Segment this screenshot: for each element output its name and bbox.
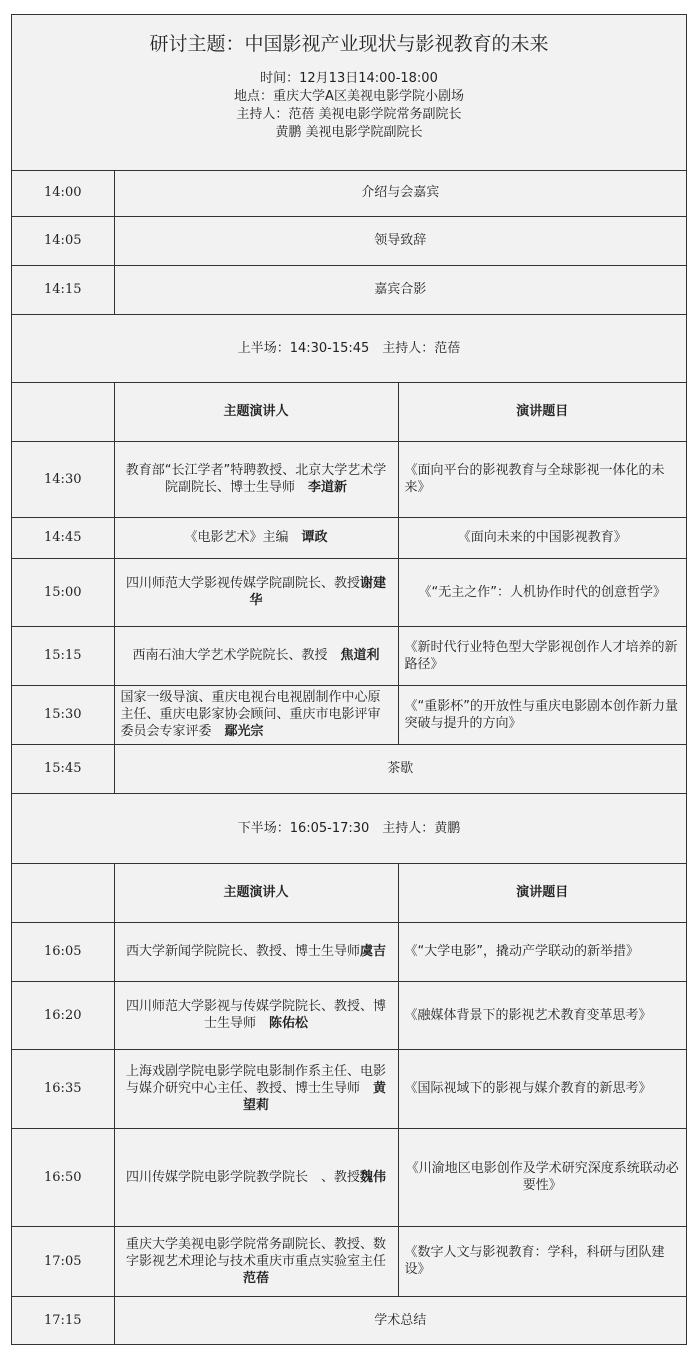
column-header-row [12, 863, 686, 922]
event-host-1: 主持人：范蓓 美视电影学院常务副院长 [236, 107, 462, 122]
speaker-cell [114, 517, 398, 558]
speaker-title: 西大学新闻学院院长、教授、博士生导师 [125, 944, 360, 959]
speaker-cell [114, 1226, 398, 1296]
event-cell: 嘉宾合影 [114, 265, 686, 314]
session-heading-row [12, 793, 686, 863]
speaker-name: 焦道利 [340, 648, 380, 663]
topic-cell: 《“大学电影”，撬动产学联动的新举措》 [398, 922, 686, 981]
speaker-cell [114, 441, 398, 517]
time-cell: 15:15 [12, 626, 114, 685]
topic-cell: 《新时代行业特色型大学影视创作人才培养的新路径》 [398, 626, 686, 685]
topic-column-header: 演讲题目 [398, 863, 686, 922]
speaker-title: 四川传媒学院电影学院教学院长 、教授 [125, 1169, 360, 1185]
speaker-name: 虞吉 [360, 944, 387, 959]
time-cell: 17:05 [12, 1226, 114, 1296]
closing-row [12, 1296, 686, 1344]
speaker-cell [114, 558, 398, 626]
closing-cell: 学术总结 [114, 1296, 686, 1344]
speaker-cell [114, 922, 398, 981]
schedule-row [12, 170, 686, 216]
topic-cell: 《“重影杯”的开放性与重庆电影剧本创作新力量突破与提升的方向》 [398, 685, 686, 744]
speaker-title: 教育部“长江学者”特聘教授、北京大学艺术学院副院长、博士生导师 [125, 463, 387, 495]
event-time: 时间：12月13日14:00-18:00 [260, 71, 438, 86]
speaker-name: 谭政 [301, 530, 328, 545]
topic-cell: 《面向平台的影视教育与全球影视一体化的未来》 [398, 441, 686, 517]
topic-cell: 《数字人文与影视教育：学科，科研与团队建设》 [398, 1226, 686, 1296]
schedule-header [12, 15, 686, 171]
event-info [12, 70, 686, 142]
time-cell: 15:00 [12, 558, 114, 626]
talk-row [12, 922, 686, 981]
time-header-cell [12, 863, 114, 922]
talk-row [12, 1226, 686, 1296]
time-cell: 14:30 [12, 441, 114, 517]
speaker-column-header: 主题演讲人 [114, 382, 398, 441]
break-cell: 茶歇 [114, 744, 686, 793]
speaker-title: 重庆大学美视电影学院常务副院长、教授、数字影视艺术理论与技术重庆市重点实验室主任 [125, 1236, 400, 1269]
topic-cell: 《“无主之作”：人机协作时代的创意哲学》 [398, 558, 686, 626]
page-title: 研讨主题：中国影视产业现状与影视教育的未来 [149, 33, 549, 55]
speaker-name: 鄢光宗 [224, 724, 264, 739]
event-cell: 领导致辞 [114, 216, 686, 265]
column-header-row [12, 382, 686, 441]
speaker-cell [114, 685, 398, 744]
break-row [12, 744, 686, 793]
talk-row [12, 685, 686, 744]
time-cell: 16:20 [12, 981, 114, 1049]
topic-cell: 《国际视域下的影视与媒介教育的新思考》 [398, 1049, 686, 1128]
speaker-name: 黄望莉 [242, 1081, 387, 1113]
talk-row [12, 517, 686, 558]
speaker-name: 范蓓 [242, 1270, 269, 1286]
session-heading: 下半场：16:05-17:30 主持人：黄鹏 [12, 793, 686, 863]
speaker-cell [114, 1049, 398, 1128]
speaker-title: 西南石油大学艺术学院院长、教授 [132, 648, 341, 663]
speaker-title: 上海戏剧学院电影学院电影制作系主任、电影与媒介研究中心主任、教授、博士生导师 [125, 1064, 386, 1096]
speaker-title: 国家一级导演、重庆电视台电视剧制作中心原主任、重庆电影家协会顾问、重庆市电影评审委员会专家评委 [120, 690, 381, 739]
schedule-row [12, 265, 686, 314]
event-location: 地点：重庆大学A区美视电影学院小剧场 [234, 89, 464, 104]
speaker-cell [114, 626, 398, 685]
talk-row [12, 626, 686, 685]
time-cell: 14:45 [12, 517, 114, 558]
talk-row [12, 1128, 686, 1226]
talk-row [12, 558, 686, 626]
topic-column-header: 演讲题目 [398, 382, 686, 441]
schedule-row [12, 216, 686, 265]
speaker-name: 谢建华 [249, 576, 387, 608]
schedule-document [11, 14, 687, 1345]
topic-cell: 《融媒体背景下的影视艺术教育变革思考》 [398, 981, 686, 1049]
talk-row [12, 981, 686, 1049]
speaker-title: 《电影艺术》主编 [184, 530, 302, 545]
speaker-title: 四川师范大学影视传媒学院副院长、教授 [125, 576, 360, 591]
time-cell: 16:35 [12, 1049, 114, 1128]
session-heading-row [12, 314, 686, 382]
time-cell: 14:00 [12, 170, 114, 216]
time-cell: 15:45 [12, 744, 114, 793]
time-header-cell [12, 382, 114, 441]
time-cell: 16:05 [12, 922, 114, 981]
session-heading: 上半场：14:30-15:45 主持人：范蓓 [12, 314, 686, 382]
event-host-2: 黄鹏 美视电影学院副院长 [275, 125, 423, 140]
talk-row [12, 441, 686, 517]
speaker-column-header: 主题演讲人 [114, 863, 398, 922]
speaker-name: 陈佑松 [269, 1016, 309, 1031]
time-cell: 17:15 [12, 1296, 114, 1344]
topic-cell: 《面向未来的中国影视教育》 [398, 517, 686, 558]
time-cell: 16:50 [12, 1128, 114, 1226]
speaker-cell [114, 1128, 398, 1226]
event-cell: 介绍与会嘉宾 [114, 170, 686, 216]
speaker-cell [114, 981, 398, 1049]
talk-row [12, 1049, 686, 1128]
time-cell: 15:30 [12, 685, 114, 744]
time-cell: 14:15 [12, 265, 114, 314]
speaker-title: 四川师范大学影视与传媒学院院长、教授、博士生导师 [125, 999, 386, 1031]
speaker-name: 魏伟 [360, 1169, 387, 1185]
speaker-name: 李道新 [308, 480, 348, 495]
topic-cell: 《川渝地区电影创作及学术研究深度系统联动必要性》 [398, 1128, 686, 1226]
time-cell: 14:05 [12, 216, 114, 265]
schedule-table [12, 170, 686, 1345]
